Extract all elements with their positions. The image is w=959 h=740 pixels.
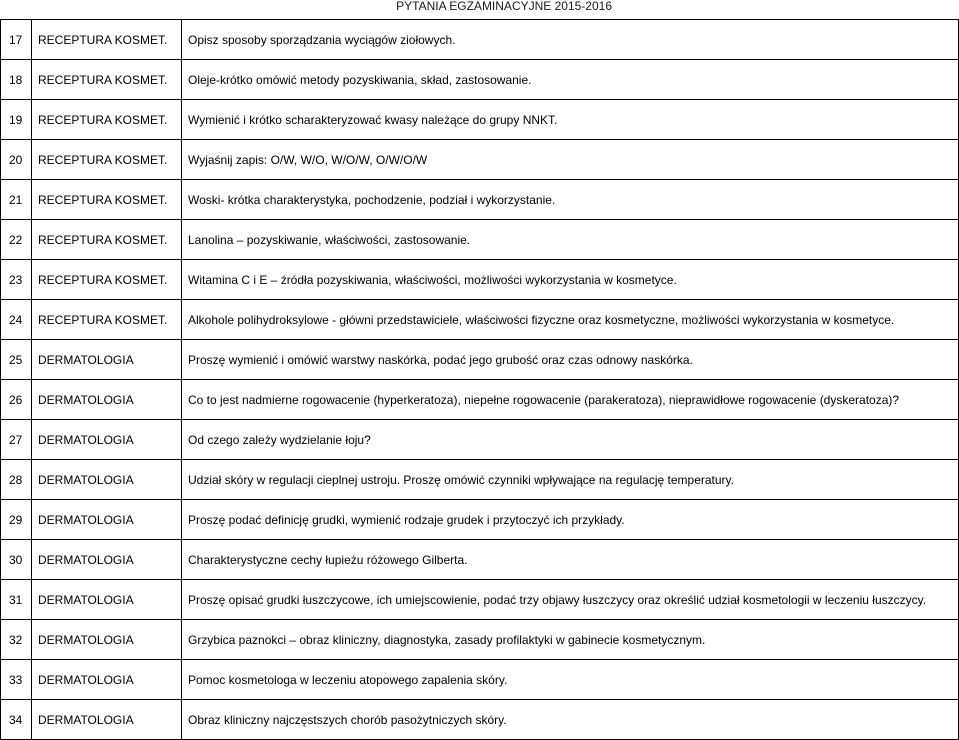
document-header: [0, 0, 959, 19]
question-category: RECEPTURA KOSMET.: [32, 140, 182, 180]
question-category: DERMATOLOGIA: [32, 340, 182, 380]
table-row: [1, 580, 959, 620]
question-text: Co to jest nadmierne rogowacenie (hyperkeratoza), niepełne rogowacenie (parakeratoza), nieprawidłowe rogowacenie (dyskeratoza)?: [182, 380, 959, 420]
question-text: Lanolina – pozyskiwanie, właściwości, zastosowanie.: [182, 220, 959, 260]
question-text: Wymienić i krótko scharakteryzować kwasy należące do grupy NNKT.: [182, 100, 959, 140]
question-category: RECEPTURA KOSMET.: [32, 220, 182, 260]
question-text: Proszę opisać grudki łuszczycowe, ich umiejscowienie, podać trzy objawy łuszczycy oraz określić udział kosmetologii w leczeniu łuszczycy.: [182, 580, 959, 620]
question-text: Woski- krótka charakterystyka, pochodzenie, podział i wykorzystanie.: [182, 180, 959, 220]
question-number: 26: [1, 380, 32, 420]
table-row: [1, 660, 959, 700]
question-number: 34: [1, 700, 32, 740]
question-category: RECEPTURA KOSMET.: [32, 60, 182, 100]
table-row: [1, 420, 959, 460]
question-text: Alkohole polihydroksylowe - główni przedstawiciele, właściwości fizyczne oraz kosmetyczne, możliwości wykorzystania w kosmetyce.: [182, 300, 959, 340]
question-text: Grzybica paznokci – obraz kliniczny, diagnostyka, zasady profilaktyki w gabinecie kosmetycznym.: [182, 620, 959, 660]
question-number: 31: [1, 580, 32, 620]
table-row: [1, 380, 959, 420]
table-row: [1, 220, 959, 260]
question-text: Obraz kliniczny najczęstszych chorób pasożytniczych skóry.: [182, 700, 959, 740]
questions-table-body: [1, 20, 959, 740]
question-category: DERMATOLOGIA: [32, 500, 182, 540]
question-text: Udział skóry w regulacji cieplnej ustroju. Proszę omówić czynniki wpływające na regulację temperatury.: [182, 460, 959, 500]
question-number: 17: [1, 20, 32, 60]
table-row: [1, 500, 959, 540]
question-text: Witamina C i E – źródła pozyskiwania, właściwości, możliwości wykorzystania w kosmetyce.: [182, 260, 959, 300]
question-number: 30: [1, 540, 32, 580]
question-category: DERMATOLOGIA: [32, 420, 182, 460]
question-text: Pomoc kosmetologa w leczeniu atopowego zapalenia skóry.: [182, 660, 959, 700]
question-number: 21: [1, 180, 32, 220]
question-category: DERMATOLOGIA: [32, 620, 182, 660]
question-category: DERMATOLOGIA: [32, 660, 182, 700]
table-row: [1, 20, 959, 60]
question-text: Opisz sposoby sporządzania wyciągów ziołowych.: [182, 20, 959, 60]
table-row: [1, 340, 959, 380]
question-category: RECEPTURA KOSMET.: [32, 260, 182, 300]
table-row: [1, 620, 959, 660]
question-number: 27: [1, 420, 32, 460]
table-row: [1, 460, 959, 500]
question-text: Od czego zależy wydzielanie łoju?: [182, 420, 959, 460]
questions-table: [0, 19, 959, 740]
question-category: RECEPTURA KOSMET.: [32, 180, 182, 220]
table-row: [1, 540, 959, 580]
question-number: 24: [1, 300, 32, 340]
table-row: [1, 260, 959, 300]
question-category: DERMATOLOGIA: [32, 460, 182, 500]
question-number: 32: [1, 620, 32, 660]
question-number: 25: [1, 340, 32, 380]
question-category: DERMATOLOGIA: [32, 700, 182, 740]
question-text: Oleje-krótko omówić metody pozyskiwania, skład, zastosowanie.: [182, 60, 959, 100]
question-text: Charakterystyczne cechy łupieżu różowego Gilberta.: [182, 540, 959, 580]
document-title: PYTANIA EGZAMINACYJNE 2015-2016: [396, 0, 612, 13]
question-number: 28: [1, 460, 32, 500]
question-category: DERMATOLOGIA: [32, 380, 182, 420]
question-number: 33: [1, 660, 32, 700]
table-row: [1, 300, 959, 340]
table-row: [1, 140, 959, 180]
question-text: Proszę wymienić i omówić warstwy naskórka, podać jego grubość oraz czas odnowy naskórka.: [182, 340, 959, 380]
question-category: DERMATOLOGIA: [32, 580, 182, 620]
table-row: [1, 60, 959, 100]
question-category: RECEPTURA KOSMET.: [32, 100, 182, 140]
question-category: RECEPTURA KOSMET.: [32, 300, 182, 340]
table-row: [1, 100, 959, 140]
question-number: 18: [1, 60, 32, 100]
question-number: 22: [1, 220, 32, 260]
question-number: 20: [1, 140, 32, 180]
table-row: [1, 180, 959, 220]
question-category: DERMATOLOGIA: [32, 540, 182, 580]
question-text: Wyjaśnij zapis: O/W, W/O, W/O/W, O/W/O/W: [182, 140, 959, 180]
question-text: Proszę podać definicję grudki, wymienić rodzaje grudek i przytoczyć ich przykłady.: [182, 500, 959, 540]
question-number: 23: [1, 260, 32, 300]
table-row: [1, 700, 959, 740]
question-number: 19: [1, 100, 32, 140]
question-category: RECEPTURA KOSMET.: [32, 20, 182, 60]
question-number: 29: [1, 500, 32, 540]
